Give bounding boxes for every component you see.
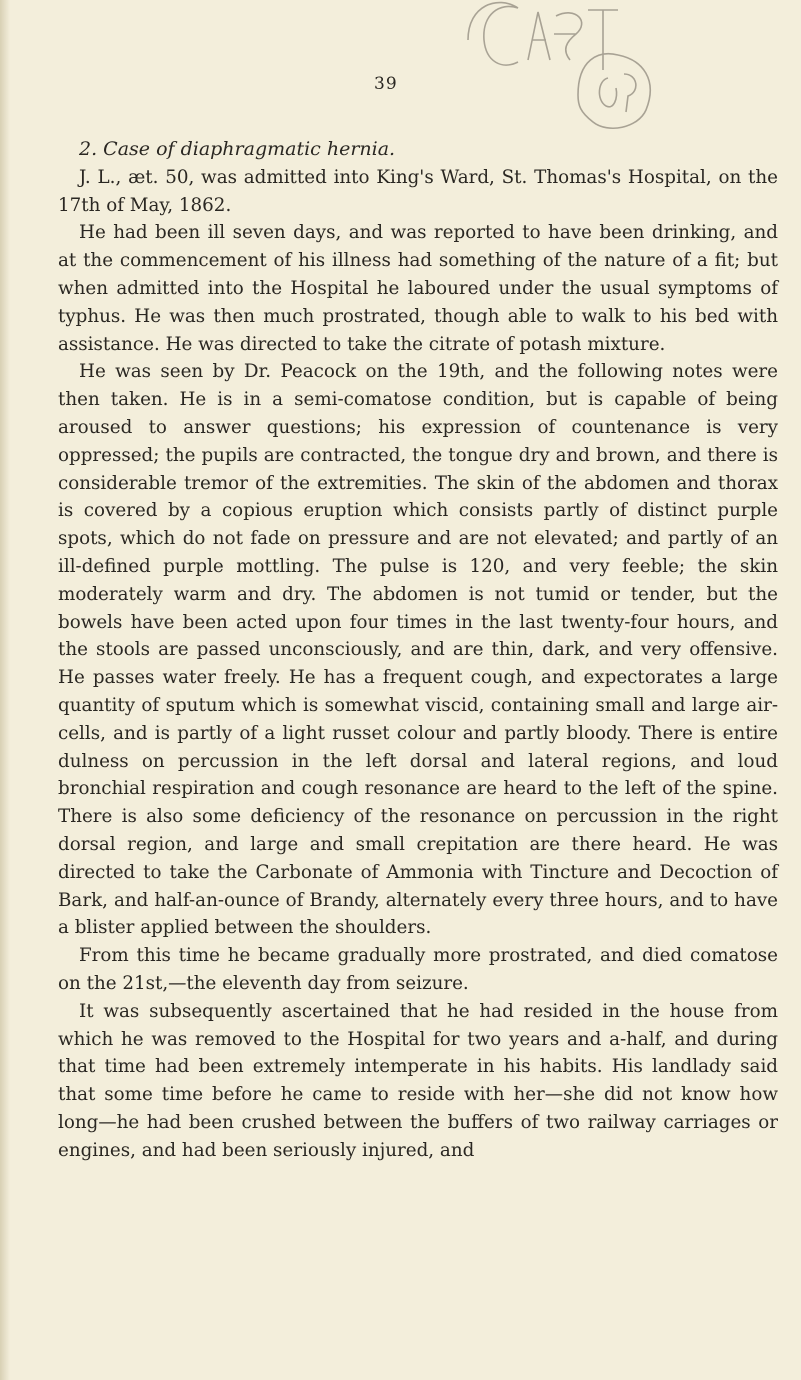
page-number: 39 [374,74,398,94]
page-edge-shadow [0,0,10,1380]
paragraph: J. L., æt. 50, was admitted into King's Ward, St. Thomas's Hospital, on the 17th of May, 1862. [58,166,778,216]
body-text [58,136,778,1164]
paragraph: From this time he became gradually more prostrated, and died comatose on the 21st,—the eleventh day from seizure. [58,945,778,994]
library-stamp-icon [458,0,658,135]
section-heading: 2. Case of diaphragmatic hernia. [79,138,396,160]
paragraph: It was subsequently ascertained that he had resided in the house from which he was removed to the Hospital for two years and a-half, and during that time had been extremely intemperate in his habits. His landlady said that some time before he came to reside with her—she did not know how long—he had been crushed between the buffers of two railway carriages or engines, and had been seriously injured, and [58,1000,778,1161]
paragraph: He was seen by Dr. Peacock on the 19th, and the following notes were then taken. He is in a semi-comatose condition, but is capable of being aroused to answer questions; his expression of countenance is very oppressed; the pupils are contracted, the tongue dry and brown, and there is considerable tremor of the extremities. The skin of the abdomen and thorax is covered by a copious eruption which consists partly of distinct purple spots, which do not fade on pressure and are not elevated; and partly of an ill-defined purple mottling. The pulse is 120, and very feeble; the skin moderately warm and dry. The abdomen is not tumid or tender, but the bowels have been acted upon four times in the last twenty-four hours, and the stools are passed unconsciously, and are thin, dark, and very offensive. He passes water freely. He has a frequent cough, and expectorates a large quantity of sputum which is somewhat viscid, containing small and large air-cells, and is partly of a light russet colour and partly bloody. There is entire dulness on percussion in the left dorsal and lateral regions, and loud bronchial respiration and cough resonance are heard to the left of the spine. There is also some deficiency of the resonance on percussion in the right dorsal region, and large and small crepitation are there heard. He was directed to take the Carbonate of Ammonia with Tincture and Decoction of Bark, and half-an-ounce of Brandy, alternately every three hours, and to have a blister applied between the shoulders. [58,361,778,939]
paragraph: He had been ill seven days, and was reported to have been drinking, and at the commencement of his illness had something of the nature of a fit; but when admitted into the Hospital he laboured under the usual symptoms of typhus. He was then much prostrated, though able to walk to his bed with assistance. He was directed to take the citrate of potash mixture. [58,222,778,355]
